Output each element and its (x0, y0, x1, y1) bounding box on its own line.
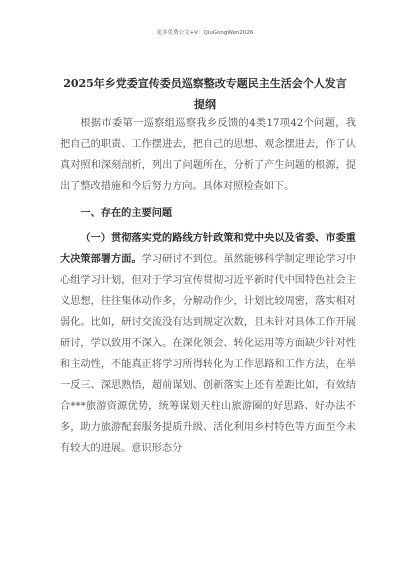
sub-heading: （一）贯彻落实党的路线方针政策和党中央以及省委、市委重大决策部署方面。 (60, 232, 356, 265)
sub-section-paragraph (60, 228, 356, 459)
body-text: 学习研讨不到位。虽然能够科学制定理论学习中心组学习计划，但对于学习宣传贯彻习近平新时代中国特色社会主义思想，往往集体动作多，分解动作少，计划比较周密，落实相对弱化。比如，研讨交流没有达到规定次数，且未针对具体工作开展研讨，学以致用不深入。在深化领会、转化运用等方面缺少针对性和主动性，不能真正将学习所得转化为工作思路和工作方法，在举一反三、深思熟悟，超前谋划、创新落实上还有差距比如，有效结合***旅游资源优势，统筹谋划天柱山旅游圈的好思路、好办法不多，助力旅游配套服务提质升级、活化利用乡村特色等方面至今未有较大的进展。意识形态分 (60, 254, 357, 454)
section-heading: 一、存在的主要问题 (80, 207, 173, 219)
intro-paragraph: 根据市委第一巡察组巡察我乡反馈的4类17项42个问题，我把自己的职责、工作摆进去，把自己的思想、观念摆进去，作了认真对照和深刻剖析，列出了问题所在，分析了产生问题的根源，提出了整改措施和今后努力方向。具体对照检查如下。 (60, 118, 356, 192)
document-body (60, 113, 356, 459)
header-note: 更多免费公文+V：QiuGongWen2026 (156, 30, 254, 36)
document-title: 2025年乡党委宣传委员巡察整改专题民主生活会个人发言提纲 (63, 77, 347, 111)
